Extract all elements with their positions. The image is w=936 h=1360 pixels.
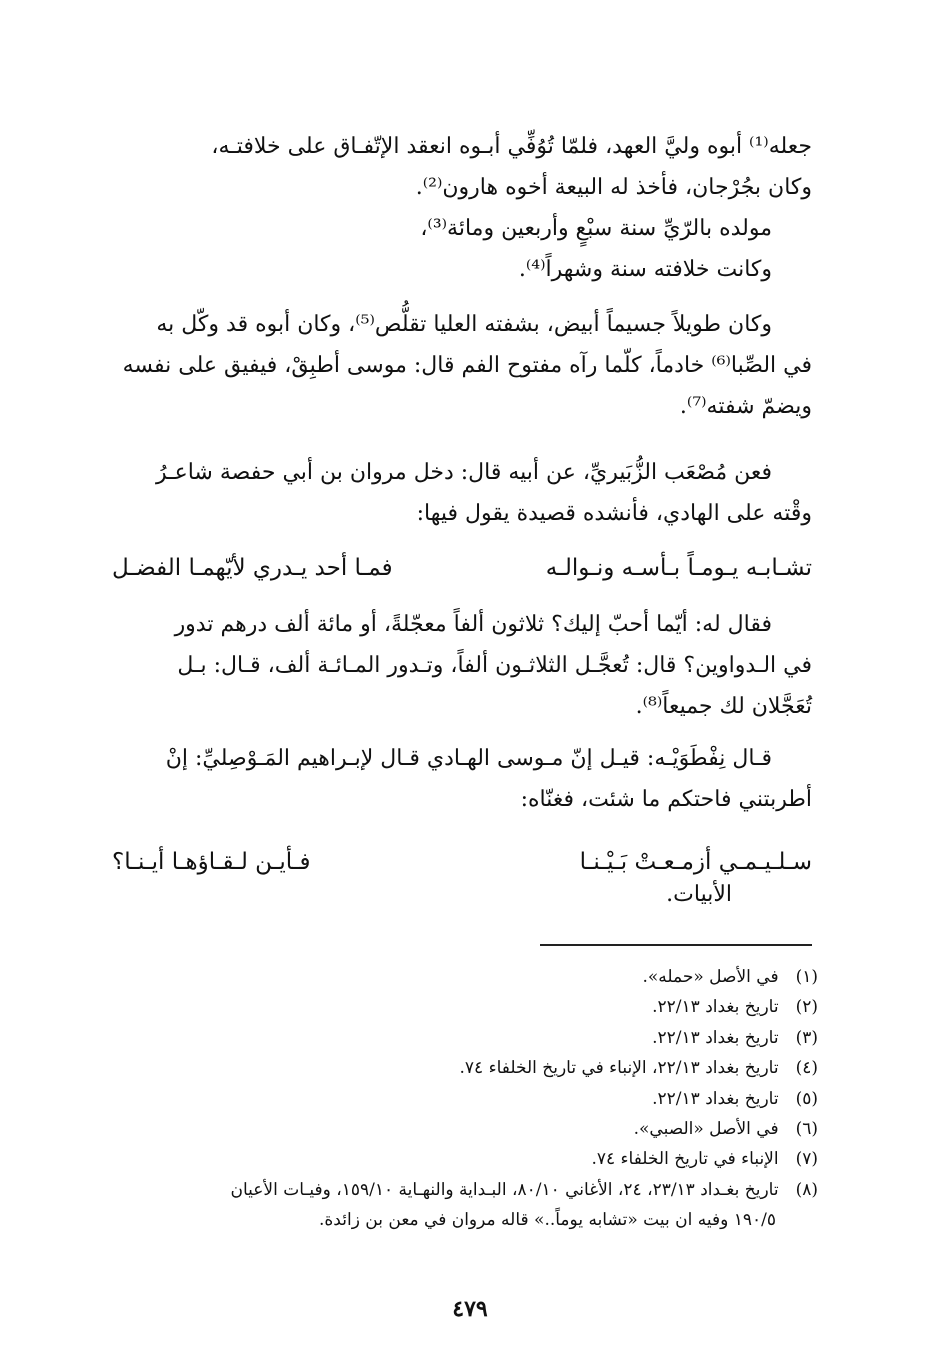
footnote-text: تاريخ بغداد ٢٢/١٣. [652, 1027, 779, 1048]
paragraph-description [112, 304, 812, 427]
verse-line-1 [112, 546, 812, 590]
text-line: فعن مُصْعَب الزُّبَيريِّ، عن أبيه قال: دخل مروان بن أبي حفصة شاعـرُ [156, 460, 772, 485]
footnote-2 [118, 992, 818, 1022]
text-line: وكان طويلاً جسيماً أبيض، بشفته العليا تقلُّص⁽⁵⁾، وكان أبوه قد وكّل به [156, 312, 772, 337]
text-line: تُعَجَّلان لك جميعاً⁽⁸⁾. [635, 694, 812, 719]
verse-second-hemistich: فـأيـن لـقـاؤهـا أيـنـا؟ [112, 849, 311, 875]
text-line: وكانت خلافته سنة وشهراً⁽⁴⁾. [518, 257, 772, 282]
footnote-3 [118, 1023, 818, 1053]
footnote-text: الإنباء في تاريخ الخلفاء ٧٤. [591, 1149, 779, 1170]
footnote-8-continuation: ١٩٠/٥ وفيه ان بيت «تشابه يوماً..» قاله مروان في معن بن زائدة. [319, 1210, 776, 1231]
footnote-number: (٧) [795, 1149, 818, 1170]
footnote-number: (٨) [795, 1179, 818, 1200]
paragraph-hadi-succession [112, 126, 812, 290]
footnote-text: في الأصل «حمله». [642, 967, 779, 987]
paragraph-reward [112, 604, 812, 727]
text-line: في الـدواوين؟ قال: تُعجَّـل الثلاثـون ألفاً، وتـدور المـائـة ألف، قـال: بـل [177, 653, 812, 678]
text-line: قـال نِفْطَوَيْـه: قيـل إنّ مـوسى الهـادي قـال لإبـراهيم المَـوْصِليِّ: إنْ [165, 746, 772, 771]
footnote-text: تاريخ بغـداد ٢٣/١٣، ٢٤، الأغاني ٨٠/١٠، البـداية والنهـاية ١٥٩/١٠، وفيـات الأعيان [230, 1179, 779, 1200]
footnote-text: تاريخ بغداد ٢٢/١٣، الإنباء في تاريخ الخلفاء ٧٤. [459, 1058, 779, 1079]
footnote-4 [118, 1053, 818, 1083]
footnote-number: (٢) [795, 997, 818, 1018]
text-line: أطربتني فاحتكم ما شئت، فغنّاه: [520, 787, 812, 812]
footnote-7 [118, 1144, 818, 1174]
footnote-number: (٥) [795, 1088, 818, 1109]
text-line: فقال له: أيّما أحبّ إليك؟ ثلاثون ألفاً معجّلةً، أو مائة ألف درهم تدور [174, 612, 772, 637]
text-line: في الصِّبا⁽⁶⁾ خادماً، كلّما رآه مفتوح الفم قال: موسى أطبِقْ، فيفيق على نفسه [122, 353, 812, 378]
paragraph-marwan-visit [112, 452, 812, 534]
text-line: جعله⁽¹⁾ أبوه وليَّ العهد، فلمّا تُوُفِّي أبـوه انعقد الإتّفـاق على خلافتـه، [211, 134, 812, 159]
text-line: مولده بالرّيِّ سنة سبْعٍ وأربعين ومائة⁽³⁾، [420, 216, 772, 241]
footnote-number: (٦) [795, 1119, 818, 1140]
text-line: وكان بجُرْجان، فأخذ له البيعة أخوه هارون⁽²⁾. [415, 175, 812, 200]
footnote-number: (٣) [795, 1027, 818, 1048]
verse-first-hemistich: سـلـيـمـي أزمـعـتْ بَـيْـنـا [579, 849, 812, 875]
footnote-number: (٤) [795, 1058, 818, 1079]
footnote-text: تاريخ بغداد ٢٢/١٣. [652, 997, 779, 1018]
footnote-6 [118, 1114, 818, 1144]
verse-first-hemistich: تشـابـه يـومـاً بـأسـه ونـوالـه [545, 555, 812, 581]
footnote-text: تاريخ بغداد ٢٢/١٣. [652, 1088, 779, 1109]
trailing-text: الأبيات. [666, 882, 732, 907]
footnote-1 [118, 962, 818, 992]
page-number: ٤٧٩ [452, 1296, 488, 1322]
paragraph-mawsili [112, 738, 812, 820]
verse-line-2 [112, 840, 812, 884]
footnote-8 [118, 1175, 818, 1205]
footnote-separator [540, 944, 812, 946]
footnote-text: في الأصل «الصبي». [633, 1119, 779, 1140]
footnotes [118, 962, 818, 1236]
verse-second-hemistich: فمـا أحد يـدري لأيّهمـا الفضـل [112, 555, 393, 581]
footnote-number: (١) [795, 967, 818, 987]
footnote-5 [118, 1084, 818, 1114]
text-line: ويضمّ شفته⁽⁷⁾. [679, 394, 812, 419]
text-line: وقْته على الهادي، فأنشده قصيدة يقول فيها: [416, 501, 812, 526]
